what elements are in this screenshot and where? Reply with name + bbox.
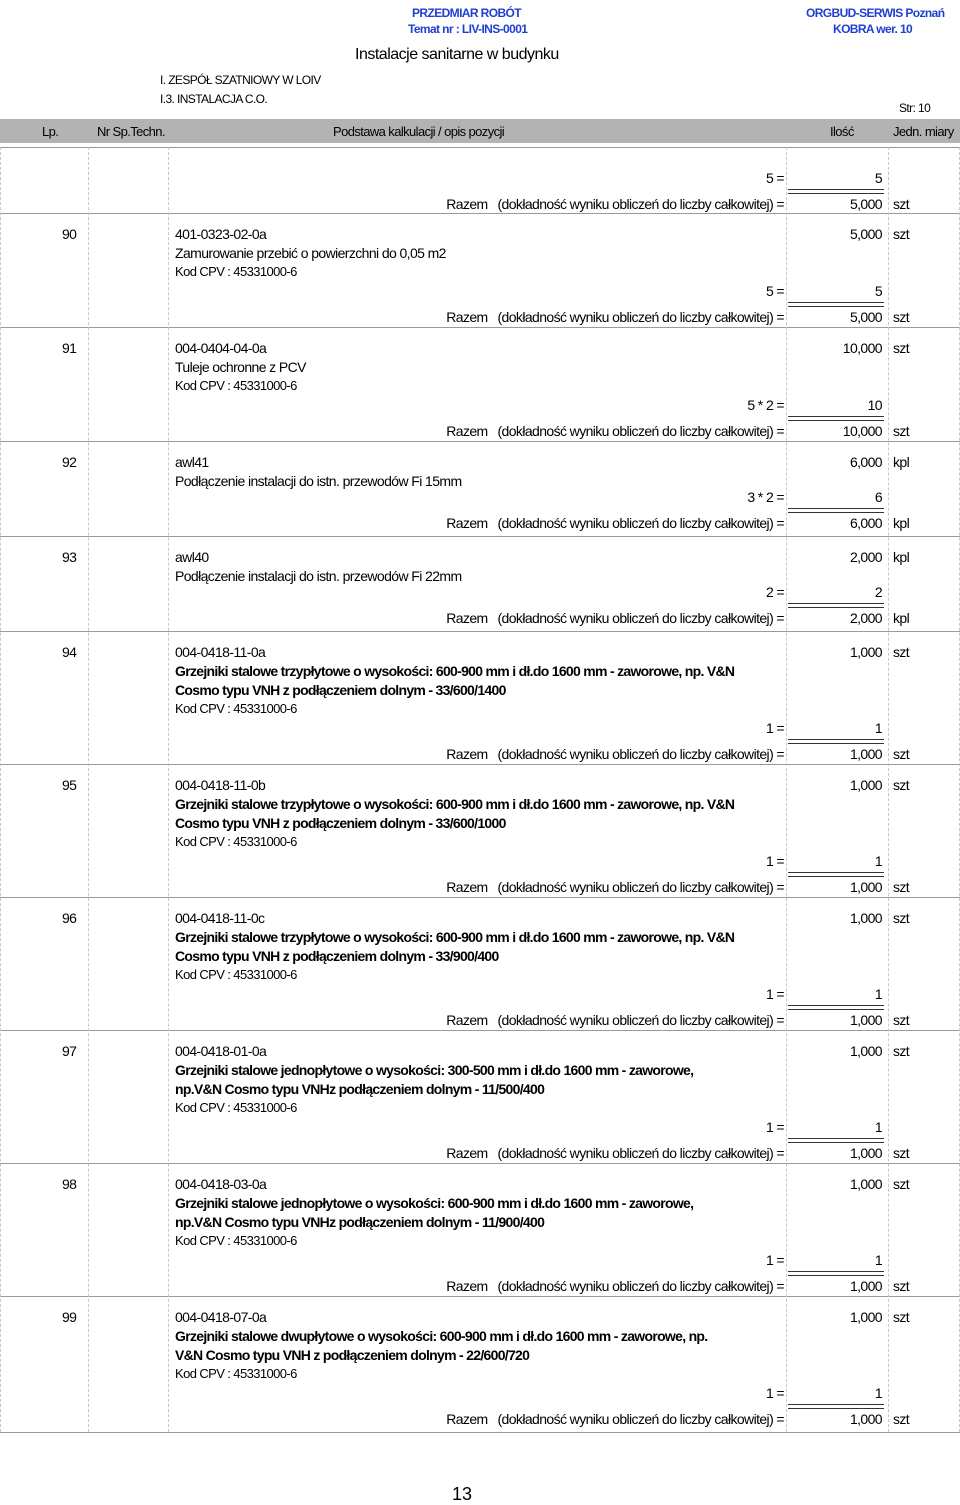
razem-unit: szt: [893, 196, 910, 212]
row-separator: [0, 631, 960, 632]
calc-expression: 5 * 2 =: [747, 397, 784, 413]
razem-value: 6,000: [849, 515, 882, 531]
item-cpv-code: Kod CPV : 45331000-6: [175, 264, 297, 279]
row-separator: [0, 536, 960, 537]
item-unit: szt: [893, 644, 910, 660]
item-code: 004-0418-07-0a: [175, 1309, 267, 1325]
item-code: 004-0418-03-0a: [175, 1176, 267, 1192]
razem-value: 1,000: [849, 1145, 882, 1161]
double-underline: [788, 189, 884, 194]
item-cpv-code: Kod CPV : 45331000-6: [175, 378, 297, 393]
double-underline: [788, 872, 884, 877]
calc-value: 10: [867, 397, 882, 413]
item-unit: kpl: [893, 549, 910, 565]
item-code: 401-0323-02-0a: [175, 226, 267, 242]
item-unit: szt: [893, 1176, 910, 1192]
razem-label: Razem: [446, 515, 488, 531]
item-lp: 91: [62, 340, 77, 356]
razem-value: 1,000: [849, 746, 882, 762]
item-lp: 94: [62, 644, 77, 660]
item-description: np.V&N Cosmo typu VNHz podłączeniem dolnym - 11/500/400: [175, 1081, 545, 1097]
calc-value: 1: [874, 986, 882, 1002]
razem-note: (dokładność wyniku obliczeń do liczby całkowitej) =: [497, 515, 784, 531]
razem-label: Razem: [446, 1278, 488, 1294]
item-quantity: 10,000: [842, 340, 882, 356]
item-quantity: 5,000: [849, 226, 882, 242]
razem-note: (dokładność wyniku obliczeń do liczby całkowitej) =: [497, 1411, 784, 1427]
calc-expression: 1 =: [765, 1385, 784, 1401]
razem-note: (dokładność wyniku obliczeń do liczby całkowitej) =: [497, 746, 784, 762]
double-underline: [788, 508, 884, 513]
double-underline: [788, 603, 884, 608]
razem-label: Razem: [446, 1411, 488, 1427]
item-description: Grzejniki stalowe trzypłytowe o wysokości: 600-900 mm i dł.do 1600 mm - zaworowe, np. V&N: [175, 929, 735, 945]
razem-note: (dokładność wyniku obliczeń do liczby całkowitej) =: [497, 1012, 784, 1028]
double-underline: [788, 1271, 884, 1276]
razem-unit: szt: [893, 1012, 910, 1028]
item-cpv-code: Kod CPV : 45331000-6: [175, 967, 297, 982]
item-unit: szt: [893, 910, 910, 926]
razem-note: (dokładność wyniku obliczeń do liczby całkowitej) =: [497, 1145, 784, 1161]
calc-value: 2: [874, 584, 882, 600]
row-separator: [0, 1163, 960, 1164]
razem-label: Razem: [446, 196, 488, 212]
column-lp: Lp.: [42, 124, 59, 139]
razem-line: [446, 1012, 784, 1028]
item-description: Grzejniki stalowe jednopłytowe o wysokości: 600-900 mm i dł.do 1600 mm - zaworowe,: [175, 1195, 694, 1211]
program-version: KOBRA wer. 10: [833, 22, 913, 36]
item-description: Cosmo typu VNH z podłączeniem dolnym - 33/600/1000: [175, 815, 506, 831]
item-lp: 98: [62, 1176, 77, 1192]
razem-line: [446, 196, 784, 212]
razem-label: Razem: [446, 746, 488, 762]
item-description: Zamurowanie przebić o powierzchni do 0,05 m2: [175, 245, 446, 261]
razem-note: (dokładność wyniku obliczeń do liczby całkowitej) =: [497, 610, 784, 626]
column-podstawa: Podstawa kalkulacji / opis pozycji: [333, 124, 505, 139]
razem-note: (dokładność wyniku obliczeń do liczby całkowitej) =: [497, 423, 784, 439]
razem-note: (dokładność wyniku obliczeń do liczby całkowitej) =: [497, 309, 784, 325]
razem-line: [446, 309, 784, 325]
program-title: PRZEDMIAR ROBÓT: [412, 6, 521, 20]
item-cpv-code: Kod CPV : 45331000-6: [175, 701, 297, 716]
item-quantity: 2,000: [849, 549, 882, 565]
item-unit: szt: [893, 1309, 910, 1325]
calc-value: 5: [874, 283, 882, 299]
calc-expression: 1 =: [765, 986, 784, 1002]
calc-value: 6: [874, 489, 882, 505]
double-underline: [788, 416, 884, 421]
calc-expression: 5 =: [765, 283, 784, 299]
razem-line: [446, 423, 784, 439]
item-description: Podłączenie instalacji do istn. przewodów Fi 22mm: [175, 568, 462, 584]
item-quantity: 1,000: [849, 1043, 882, 1059]
calc-expression: 1 =: [765, 853, 784, 869]
razem-line: [446, 1411, 784, 1427]
column-divider: [88, 147, 89, 1432]
calc-expression: 1 =: [765, 1252, 784, 1268]
document-title: Instalacje sanitarne w budynku: [355, 46, 559, 63]
item-code: awl40: [175, 549, 209, 565]
calc-expression: 2 =: [765, 584, 784, 600]
razem-label: Razem: [446, 309, 488, 325]
razem-value: 1,000: [849, 879, 882, 895]
razem-unit: szt: [893, 1278, 910, 1294]
razem-value: 10,000: [842, 423, 882, 439]
column-divider: [168, 147, 169, 1432]
razem-line: [446, 610, 784, 626]
razem-note: (dokładność wyniku obliczeń do liczby całkowitej) =: [497, 1278, 784, 1294]
row-separator: [0, 764, 960, 765]
item-cpv-code: Kod CPV : 45331000-6: [175, 834, 297, 849]
calc-value: 1: [874, 1119, 882, 1135]
item-unit: szt: [893, 340, 910, 356]
razem-value: 2,000: [849, 610, 882, 626]
item-lp: 93: [62, 549, 77, 565]
calc-expression: 3 * 2 =: [747, 489, 784, 505]
razem-unit: szt: [893, 1411, 910, 1427]
double-underline: [788, 302, 884, 307]
item-lp: 99: [62, 1309, 77, 1325]
razem-label: Razem: [446, 610, 488, 626]
razem-line: [446, 746, 784, 762]
calc-value: 5: [874, 170, 882, 186]
item-quantity: 1,000: [849, 1309, 882, 1325]
column-ilosc: Ilość: [830, 124, 854, 139]
page-indicator: Str: 10: [899, 101, 931, 115]
item-code: awl41: [175, 454, 209, 470]
calc-value: 1: [874, 720, 882, 736]
item-unit: szt: [893, 1043, 910, 1059]
item-description: V&N Cosmo typu VNH z podłączeniem dolnym - 22/600/720: [175, 1347, 530, 1363]
item-code: 004-0418-11-0c: [175, 910, 265, 926]
double-underline: [788, 739, 884, 744]
razem-unit: kpl: [893, 515, 910, 531]
row-separator: [0, 441, 960, 442]
item-description: Cosmo typu VNH z podłączeniem dolnym - 33/900/400: [175, 948, 499, 964]
razem-unit: szt: [893, 746, 910, 762]
temat-number: Temat nr : LIV-INS-0001: [408, 22, 528, 36]
calc-expression: 5 =: [765, 170, 784, 186]
item-lp: 95: [62, 777, 77, 793]
razem-label: Razem: [446, 423, 488, 439]
row-separator: [0, 1296, 960, 1297]
subsection-heading: I.3. INSTALACJA C.O.: [160, 92, 268, 106]
column-divider: [0, 147, 1, 1432]
item-quantity: 6,000: [849, 454, 882, 470]
calc-value: 1: [874, 1252, 882, 1268]
item-cpv-code: Kod CPV : 45331000-6: [175, 1100, 297, 1115]
item-lp: 90: [62, 226, 77, 242]
item-quantity: 1,000: [849, 1176, 882, 1192]
double-underline: [788, 1005, 884, 1010]
item-description: np.V&N Cosmo typu VNHz podłączeniem dolnym - 11/900/400: [175, 1214, 545, 1230]
row-separator: [0, 147, 960, 148]
company-name: ORGBUD-SERWIS Poznań: [806, 6, 945, 20]
column-divider: [888, 147, 889, 1432]
column-divider: [786, 147, 787, 1432]
item-description: Grzejniki stalowe dwupłytowe o wysokości: 600-900 mm i dł.do 1600 mm - zaworowe, np.: [175, 1328, 708, 1344]
razem-value: 1,000: [849, 1012, 882, 1028]
item-lp: 96: [62, 910, 77, 926]
item-code: 004-0418-11-0a: [175, 644, 266, 660]
razem-line: [446, 879, 784, 895]
item-cpv-code: Kod CPV : 45331000-6: [175, 1233, 297, 1248]
item-description: Grzejniki stalowe jednopłytowe o wysokości: 300-500 mm i dł.do 1600 mm - zaworowe,: [175, 1062, 694, 1078]
double-underline: [788, 1404, 884, 1409]
row-separator: [0, 213, 960, 214]
razem-unit: kpl: [893, 610, 910, 626]
row-separator: [0, 327, 960, 328]
razem-line: [446, 1278, 784, 1294]
razem-label: Razem: [446, 879, 488, 895]
row-separator: [0, 1432, 960, 1433]
item-lp: 92: [62, 454, 77, 470]
razem-unit: szt: [893, 879, 910, 895]
column-nr-spec: Nr Sp.Techn.: [97, 124, 165, 139]
item-description: Cosmo typu VNH z podłączeniem dolnym - 33/600/1400: [175, 682, 506, 698]
page-number: 13: [452, 1484, 473, 1504]
calc-value: 1: [874, 853, 882, 869]
item-description: Grzejniki stalowe trzypłytowe o wysokości: 600-900 mm i dł.do 1600 mm - zaworowe, np. V&N: [175, 796, 735, 812]
razem-value: 1,000: [849, 1278, 882, 1294]
razem-value: 5,000: [849, 196, 882, 212]
calc-value: 1: [874, 1385, 882, 1401]
item-code: 004-0418-01-0a: [175, 1043, 267, 1059]
razem-value: 1,000: [849, 1411, 882, 1427]
item-code: 004-0418-11-0b: [175, 777, 266, 793]
razem-note: (dokładność wyniku obliczeń do liczby całkowitej) =: [497, 196, 784, 212]
item-code: 004-0404-04-0a: [175, 340, 267, 356]
column-jedn-miary: Jedn. miary: [893, 124, 954, 139]
item-cpv-code: Kod CPV : 45331000-6: [175, 1366, 297, 1381]
row-separator: [0, 1030, 960, 1031]
item-description: Podłączenie instalacji do istn. przewodów Fi 15mm: [175, 473, 462, 489]
razem-line: [446, 1145, 784, 1161]
razem-label: Razem: [446, 1145, 488, 1161]
razem-line: [446, 515, 784, 531]
razem-label: Razem: [446, 1012, 488, 1028]
item-quantity: 1,000: [849, 777, 882, 793]
item-quantity: 1,000: [849, 910, 882, 926]
row-separator: [0, 897, 960, 898]
item-unit: szt: [893, 226, 910, 242]
item-unit: kpl: [893, 454, 910, 470]
column-header-bar: [0, 119, 960, 143]
razem-note: (dokładność wyniku obliczeń do liczby całkowitej) =: [497, 879, 784, 895]
razem-unit: szt: [893, 423, 910, 439]
item-lp: 97: [62, 1043, 77, 1059]
calc-expression: 1 =: [765, 1119, 784, 1135]
item-description: Tuleje ochronne z PCV: [175, 359, 306, 375]
razem-value: 5,000: [849, 309, 882, 325]
double-underline: [788, 1138, 884, 1143]
item-quantity: 1,000: [849, 644, 882, 660]
razem-unit: szt: [893, 1145, 910, 1161]
item-description: Grzejniki stalowe trzypłytowe o wysokości: 600-900 mm i dł.do 1600 mm - zaworowe, np. V&N: [175, 663, 735, 679]
razem-unit: szt: [893, 309, 910, 325]
item-unit: szt: [893, 777, 910, 793]
section-heading: I. ZESPÓŁ SZATNIOWY W LOIV: [160, 73, 321, 87]
calc-expression: 1 =: [765, 720, 784, 736]
